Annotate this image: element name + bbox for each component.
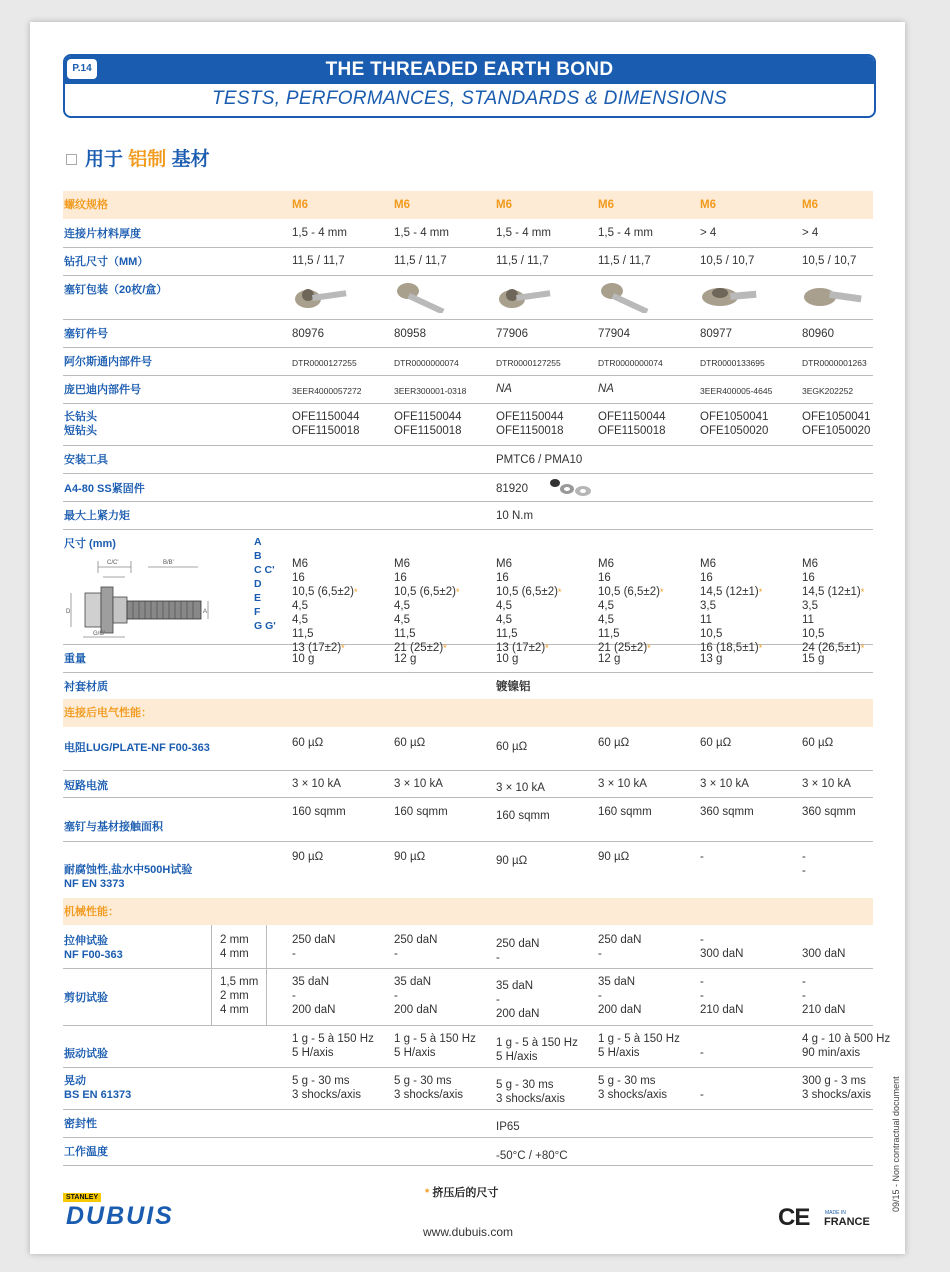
bombardier-value: NA bbox=[598, 383, 614, 395]
install-tool-label: 安装工具 bbox=[64, 454, 108, 466]
contact-area-value: 160 sqmm bbox=[394, 806, 448, 818]
side-note: 09/15 - Non contractual document bbox=[891, 1076, 901, 1212]
section-title bbox=[66, 144, 210, 171]
divider bbox=[211, 925, 212, 968]
earth-bond-image bbox=[598, 279, 658, 313]
drill-size-value: 11,5 / 11,7 bbox=[496, 255, 549, 267]
weight-value: 12 g bbox=[394, 653, 417, 665]
bombardier-row bbox=[63, 375, 873, 404]
drill-size-value: 11,5 / 11,7 bbox=[394, 255, 447, 267]
long-drill-value: OFE1150044 bbox=[496, 411, 564, 423]
dimension-letter: D bbox=[254, 578, 262, 590]
fastener-value: 81920 bbox=[496, 483, 528, 495]
resistance-value: 60 µΩ bbox=[802, 737, 834, 749]
earth-bond-image bbox=[292, 279, 352, 313]
vibration-value: 1 g - 5 à 150 Hz 5 H/axis bbox=[394, 1033, 476, 1059]
tensile-standard: NF F00-363 bbox=[64, 949, 123, 961]
footnote bbox=[425, 1184, 498, 1200]
electrical-band-label: 连接后电气性能： bbox=[64, 707, 152, 719]
shear-value: 35 daN - 200 daN bbox=[496, 980, 540, 1020]
thread-value: M6 bbox=[496, 199, 512, 211]
dimension-letter: A bbox=[254, 536, 262, 548]
sealing-label: 密封性 bbox=[64, 1118, 97, 1130]
resistance-row bbox=[63, 727, 873, 771]
long-drill-label: 长钻头 bbox=[64, 411, 97, 423]
resistance-value: 60 µΩ bbox=[700, 737, 732, 749]
website-link[interactable]: www.dubuis.com bbox=[423, 1225, 514, 1239]
bombardier-value: 3EGK202252 bbox=[802, 386, 854, 396]
bombardier-value: 3EER300001-0318 bbox=[394, 386, 467, 396]
thickness-label: 连接片材料厚度 bbox=[64, 228, 141, 240]
resistance-value: 60 µΩ bbox=[598, 737, 630, 749]
resistance-value: 60 µΩ bbox=[292, 737, 324, 749]
short-circuit-row bbox=[63, 770, 873, 798]
bombardier-value: NA bbox=[496, 383, 512, 395]
dimension-letter: B bbox=[254, 550, 262, 562]
resistance-value: 60 µΩ bbox=[394, 737, 426, 749]
contact-area-value: 360 sqmm bbox=[802, 806, 856, 818]
shock-value: 5 g - 30 ms 3 shocks/axis bbox=[394, 1075, 464, 1101]
tensile-label: 拉伸试验 bbox=[64, 935, 108, 947]
dimension-column: M6 16 10,5 (6,5±2)* 4,5 4,5 11,5 21 (25±2)* bbox=[394, 558, 460, 654]
short-drill-value: OFE1050020 bbox=[700, 425, 769, 437]
stanley-badge: STANLEY bbox=[63, 1193, 101, 1202]
shear-thickness: 1,5 mm 2 mm 4 mm bbox=[220, 976, 259, 1016]
dimension-column: M6 16 14,5 (12±1)* 3,5 11 10,5 24 (26,5±1)* bbox=[802, 558, 865, 654]
shear-value: - - 210 daN bbox=[700, 976, 744, 1016]
diagram-label-bb: B/B' bbox=[163, 560, 174, 566]
electrical-band bbox=[63, 699, 873, 727]
install-tool-value: PMTC6 / PMA10 bbox=[496, 454, 583, 466]
part-number-value: 77906 bbox=[496, 328, 528, 340]
resistance-value: 60 µΩ bbox=[496, 741, 528, 753]
sealing-value: IP65 bbox=[496, 1121, 520, 1133]
contact-area-value: 160 sqmm bbox=[496, 810, 550, 822]
footnote-text: 挤压后的尺寸 bbox=[432, 1187, 499, 1199]
corrosion-value: 90 µΩ bbox=[394, 851, 426, 863]
vibration-label: 振动试验 bbox=[64, 1048, 108, 1060]
thickness-value: 1,5 - 4 mm bbox=[598, 227, 653, 239]
tensile-value: - 300 daN bbox=[700, 934, 744, 960]
vibration-value: 4 g - 10 à 500 Hz 90 min/axis bbox=[802, 1033, 891, 1059]
shear-value: - - 210 daN bbox=[802, 976, 846, 1016]
thickness-value: 1,5 - 4 mm bbox=[394, 227, 449, 239]
thread-value: M6 bbox=[802, 199, 818, 211]
tensile-value: 250 daN - bbox=[598, 934, 642, 960]
diagram-label-d: D bbox=[66, 609, 71, 615]
thread-value: M6 bbox=[700, 199, 716, 211]
short-circuit-value: 3 × 10 kA bbox=[598, 778, 647, 790]
dimensions-label: 尺寸 (mm) bbox=[64, 538, 116, 550]
corrosion-standard: NF EN 3373 bbox=[64, 878, 125, 890]
temperature-value: -50°C / +80°C bbox=[496, 1150, 568, 1162]
long-drill-value: OFE1050041 bbox=[700, 411, 769, 423]
divider bbox=[211, 968, 212, 1025]
long-drill-value: OFE1150044 bbox=[292, 411, 360, 423]
section-title-suffix: 基材 bbox=[171, 149, 210, 170]
long-drill-value: OFE1050041 bbox=[802, 411, 871, 423]
divider bbox=[266, 925, 267, 968]
footnote-asterisk: * bbox=[425, 1187, 430, 1199]
shear-label: 剪切试验 bbox=[64, 992, 108, 1004]
short-drill-label: 短钻头 bbox=[64, 425, 97, 437]
short-circuit-value: 3 × 10 kA bbox=[496, 782, 545, 794]
weight-value: 10 g bbox=[496, 653, 519, 665]
shock-label: 晃动 bbox=[64, 1075, 86, 1087]
short-drill-value: OFE1150018 bbox=[292, 425, 360, 437]
contact-area-row bbox=[63, 797, 873, 842]
dimension-letter: E bbox=[254, 592, 262, 604]
diagram-label-cc: C/C' bbox=[107, 560, 119, 566]
tensile-value: 250 daN - bbox=[496, 938, 540, 964]
corrosion-value: - bbox=[700, 851, 704, 863]
shear-value: 35 daN - 200 daN bbox=[292, 976, 336, 1016]
france-logo: FRANCE bbox=[824, 1216, 870, 1228]
short-drill-value: OFE1150018 bbox=[394, 425, 462, 437]
weight-value: 15 g bbox=[802, 653, 825, 665]
diagram-label-g: G/G' bbox=[93, 631, 106, 637]
tensile-thickness: 2 mm 4 mm bbox=[220, 934, 249, 960]
header-subtitle: TESTS, PERFORMANCES, STANDARDS & DIMENSIONS bbox=[211, 88, 728, 109]
contact-area-value: 160 sqmm bbox=[292, 806, 346, 818]
thread-value: M6 bbox=[598, 199, 614, 211]
temperature-row bbox=[63, 1137, 873, 1166]
drill-size-value: 11,5 / 11,7 bbox=[598, 255, 651, 267]
dimension-letter: G G' bbox=[254, 620, 276, 632]
install-tool-row bbox=[63, 445, 873, 474]
bombardier-value: 3EER4000057272 bbox=[292, 386, 362, 396]
dimension-column: M6 16 14,5 (12±1)* 3,5 11 10,5 16 (18,5±1)* bbox=[700, 558, 763, 654]
thread-value: M6 bbox=[292, 199, 308, 211]
mechanical-band bbox=[63, 898, 873, 925]
torque-label: 最大上紧力矩 bbox=[64, 510, 130, 522]
earth-bond-image bbox=[394, 279, 454, 313]
shock-value: 5 g - 30 ms 3 shocks/axis bbox=[292, 1075, 362, 1101]
divider bbox=[266, 968, 267, 1025]
part-number-row bbox=[63, 319, 873, 348]
corrosion-value: 90 µΩ bbox=[292, 851, 324, 863]
thickness-value: 1,5 - 4 mm bbox=[292, 227, 347, 239]
tensile-row bbox=[63, 925, 873, 969]
diagram-label-a: A bbox=[203, 609, 208, 615]
weight-row bbox=[63, 644, 873, 673]
contact-area-value: 360 sqmm bbox=[700, 806, 754, 818]
drill-bits-row bbox=[63, 403, 873, 446]
short-circuit-value: 3 × 10 kA bbox=[802, 778, 851, 790]
document-page bbox=[30, 22, 905, 1254]
material-label: 衬套材质 bbox=[64, 681, 108, 693]
shock-value: 5 g - 30 ms 3 shocks/axis bbox=[496, 1079, 566, 1105]
contact-area-value: 160 sqmm bbox=[598, 806, 652, 818]
bombardier-value: 3EER400005-4645 bbox=[700, 386, 773, 396]
thickness-value: 1,5 - 4 mm bbox=[496, 227, 551, 239]
fastener-image bbox=[546, 476, 600, 498]
contact-area-label: 塞钉与基材接触面积 bbox=[64, 821, 163, 833]
dimension-letter: C C' bbox=[254, 564, 275, 576]
part-number-value: 80958 bbox=[394, 328, 426, 340]
pack-label: 塞钉包装（20枚/盒） bbox=[64, 284, 168, 296]
alstom-value: DTR0000001263 bbox=[802, 358, 867, 368]
shear-row bbox=[63, 968, 873, 1026]
short-circuit-value: 3 × 10 kA bbox=[292, 778, 341, 790]
long-drill-value: OFE1150044 bbox=[598, 411, 666, 423]
thread-label: 螺纹规格 bbox=[64, 199, 108, 211]
part-number-value: 80960 bbox=[802, 328, 834, 340]
weight-value: 10 g bbox=[292, 653, 315, 665]
shear-value: 35 daN - 200 daN bbox=[598, 976, 642, 1016]
shock-value: 5 g - 30 ms 3 shocks/axis bbox=[598, 1075, 668, 1101]
thickness-row bbox=[63, 219, 873, 248]
material-value: 镀镍铝 bbox=[496, 681, 531, 693]
earth-bond-image bbox=[496, 279, 556, 313]
dimensions-row bbox=[63, 529, 873, 654]
part-number-value: 80977 bbox=[700, 328, 732, 340]
weight-value: 12 g bbox=[598, 653, 621, 665]
part-number-label: 塞钉件号 bbox=[64, 328, 108, 340]
corrosion-value: - bbox=[802, 851, 806, 863]
dimension-column: M6 16 10,5 (6,5±2)* 4,5 4,5 11,5 21 (25±2)* bbox=[598, 558, 664, 654]
part-number-value: 77904 bbox=[598, 328, 630, 340]
corrosion-value: 90 µΩ bbox=[496, 855, 528, 867]
temperature-label: 工作温度 bbox=[64, 1146, 108, 1158]
made-in-label: MADE IN bbox=[825, 1210, 846, 1216]
long-drill-value: OFE1150044 bbox=[394, 411, 462, 423]
dimension-drawing bbox=[63, 553, 213, 641]
tensile-value: 250 daN - bbox=[292, 934, 336, 960]
dimension-column: M6 16 10,5 (6,5±2)* 4,5 4,5 11,5 13 (17±2)* bbox=[496, 558, 562, 654]
vibration-value: - bbox=[700, 1047, 704, 1059]
ce-mark: CE bbox=[778, 1204, 810, 1231]
short-circuit-value: 3 × 10 kA bbox=[700, 778, 749, 790]
thread-value: M6 bbox=[394, 199, 410, 211]
shear-value: 35 daN - 200 daN bbox=[394, 976, 438, 1016]
page-number-badge: P.14 bbox=[67, 59, 97, 79]
dubuis-logo: DUBUIS bbox=[66, 1202, 174, 1230]
corrosion-label: 耐腐蚀性,盐水中500H试验 bbox=[64, 864, 193, 876]
alstom-label: 阿尔斯通内部件号 bbox=[64, 356, 152, 368]
header-title: THE THREADED EARTH BOND bbox=[65, 56, 874, 84]
corrosion-row bbox=[63, 841, 873, 898]
fastener-row bbox=[63, 473, 873, 502]
part-number-value: 80976 bbox=[292, 328, 324, 340]
vibration-value: 1 g - 5 à 150 Hz 5 H/axis bbox=[292, 1033, 374, 1059]
thickness-value: > 4 bbox=[802, 227, 819, 239]
fastener-label: A4-80 SS紧固件 bbox=[64, 483, 145, 495]
thickness-value: > 4 bbox=[700, 227, 717, 239]
resistance-label: 电阻LUG/PLATE-NF F00-363 bbox=[64, 742, 210, 754]
thread-row bbox=[63, 191, 873, 219]
earth-bond-image bbox=[700, 279, 760, 313]
shock-value: - bbox=[700, 1089, 704, 1101]
weight-value: 13 g bbox=[700, 653, 723, 665]
sealing-row bbox=[63, 1109, 873, 1138]
corrosion-value-extra: - bbox=[802, 865, 806, 877]
drill-size-value: 10,5 / 10,7 bbox=[700, 255, 755, 267]
shock-row bbox=[63, 1067, 873, 1110]
short-circuit-value: 3 × 10 kA bbox=[394, 778, 443, 790]
alstom-value: DTR0000000074 bbox=[394, 358, 459, 368]
short-drill-value: OFE1150018 bbox=[496, 425, 564, 437]
torque-value: 10 N.m bbox=[496, 510, 534, 522]
corrosion-value: 90 µΩ bbox=[598, 851, 630, 863]
earth-bond-image bbox=[802, 279, 862, 313]
drill-size-value: 11,5 / 11,7 bbox=[292, 255, 345, 267]
vibration-value: 1 g - 5 à 150 Hz 5 H/axis bbox=[496, 1037, 578, 1063]
bombardier-label: 庞巴迪内部件号 bbox=[64, 384, 141, 396]
drill-size-label: 钻孔尺寸（MM） bbox=[64, 256, 149, 268]
short-drill-value: OFE1050020 bbox=[802, 425, 871, 437]
short-circuit-label: 短路电流 bbox=[64, 780, 108, 792]
dimension-letter: F bbox=[254, 606, 261, 618]
section-title-highlight: 铝制 bbox=[128, 149, 167, 170]
section-title-prefix: 用于 bbox=[85, 149, 124, 170]
vibration-row bbox=[63, 1025, 891, 1068]
short-drill-value: OFE1150018 bbox=[598, 425, 666, 437]
dimension-letters bbox=[254, 535, 276, 633]
drill-size-row bbox=[63, 247, 873, 276]
checkbox-icon bbox=[66, 154, 77, 165]
drill-size-value: 10,5 / 10,7 bbox=[802, 255, 857, 267]
dimension-column: M6 16 10,5 (6,5±2)* 4,5 4,5 11,5 13 (17±2)* bbox=[292, 558, 358, 654]
shock-standard: BS EN 61373 bbox=[64, 1089, 132, 1101]
shock-value: 300 g - 3 ms 3 shocks/axis bbox=[802, 1075, 872, 1101]
vibration-value: 1 g - 5 à 150 Hz 5 H/axis bbox=[598, 1033, 680, 1059]
alstom-row bbox=[63, 347, 873, 376]
tensile-value: 300 daN bbox=[802, 948, 846, 960]
material-row bbox=[63, 672, 873, 699]
torque-row bbox=[63, 501, 873, 530]
mechanical-band-label: 机械性能： bbox=[64, 906, 119, 918]
weight-label: 重量 bbox=[64, 653, 86, 665]
alstom-value: DTR0000127255 bbox=[496, 358, 561, 368]
alstom-value: DTR0000133695 bbox=[700, 358, 765, 368]
page-header bbox=[63, 54, 876, 118]
tensile-value: 250 daN - bbox=[394, 934, 438, 960]
alstom-value: DTR0000000074 bbox=[598, 358, 663, 368]
pack-row bbox=[63, 275, 873, 320]
alstom-value: DTR0000127255 bbox=[292, 358, 357, 368]
